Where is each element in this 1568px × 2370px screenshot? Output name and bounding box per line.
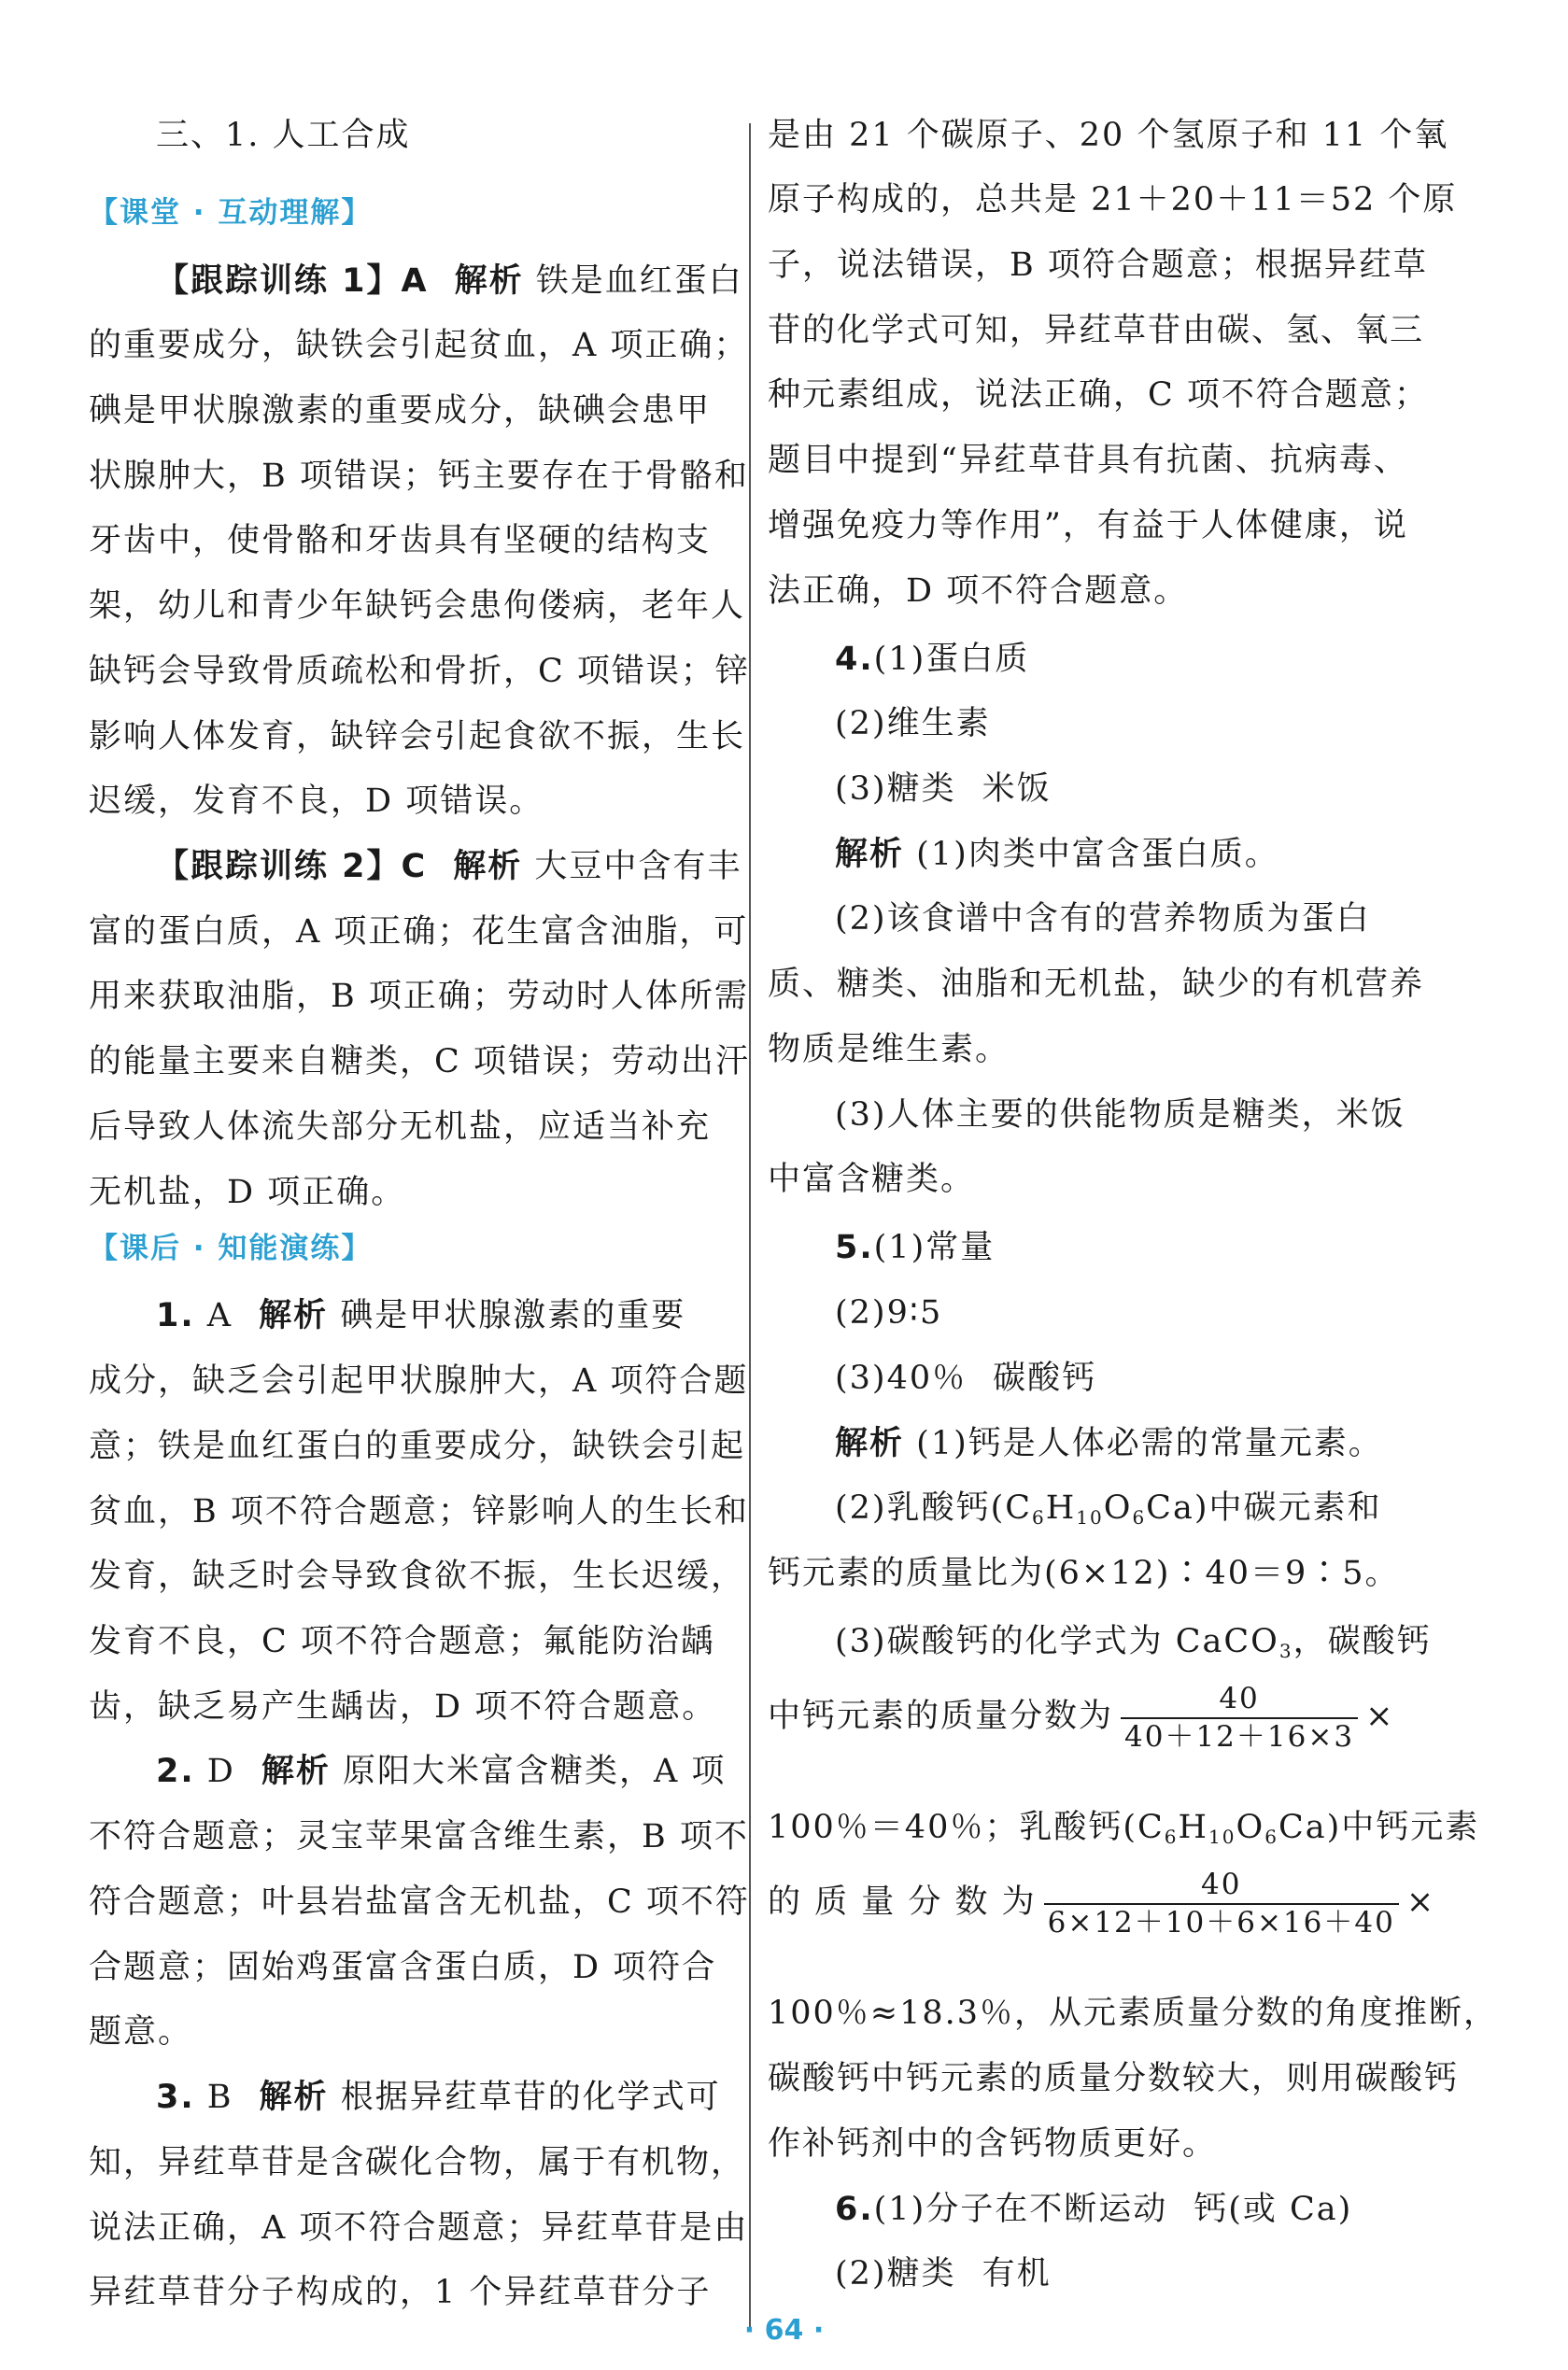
text-line: 1. A 解析 碘是甲状腺激素的重要	[156, 1297, 686, 1334]
text-line: 缺钙会导致骨质疏松和骨折，C 项错误；锌	[89, 653, 750, 690]
text-line: 质、糖类、油脂和无机盐，缺少的有机营养	[768, 966, 1425, 1003]
text-line: 后导致人体流失部分无机盐，应适当补充	[89, 1108, 712, 1146]
text-line: 子，说法错误，B 项符合题意；根据异荭草	[768, 247, 1428, 284]
text-line: 法正确，D 项不符合题意。	[768, 572, 1189, 610]
text-line: 无机盐，D 项正确。	[89, 1174, 406, 1211]
text-line: (3)碳酸钙的化学式为 CaCO$_3$，碳酸钙	[835, 1623, 1432, 1662]
text-line: 增强免疫力等作用”，有益于人体健康，说	[768, 507, 1408, 544]
fraction: $\frac{40}{40+12+16\times 3}$	[1121, 1683, 1358, 1752]
analysis-label: 解析	[259, 1297, 329, 1334]
text-line: 物质是维生素。	[768, 1031, 1010, 1068]
text-line: 影响人体发育，缺锌会引起食欲不振，生长	[89, 718, 746, 755]
text-line: 【跟踪训练 2】C 解析 大豆中含有丰	[156, 848, 742, 885]
analysis-label: 解析	[454, 262, 524, 300]
text-line: 2. D 解析 原阳大米富含糖类，A 项	[156, 1753, 727, 1790]
text-line: 是由 21 个碳原子、20 个氢原子和 11 个氧	[768, 117, 1449, 154]
column-divider	[749, 123, 751, 2327]
text-line: 合题意；固始鸡蛋富含蛋白质，D 项符合	[89, 1949, 717, 1986]
text-line: 富的蛋白质，A 项正确；花生富含油脂，可	[89, 913, 749, 951]
text-line: 题目中提到“异荭草苷具有抗菌、抗病毒、	[768, 442, 1408, 479]
text-line: 作补钙剂中的含钙物质更好。	[768, 2125, 1218, 2163]
analysis-label: 解析	[259, 2079, 329, 2116]
text-line: (2)糖类 有机	[835, 2255, 1052, 2292]
section-label-classroom: 【课堂 · 互动理解】	[89, 196, 373, 230]
text-line: 苷的化学式可知，异荭草苷由碳、氢、氧三	[768, 312, 1425, 349]
analysis-label: 解析	[261, 1753, 331, 1790]
text-line: (3)糖类 米饭	[835, 770, 1052, 808]
text-line: 解析 (1)肉类中富含蛋白质。	[835, 836, 1279, 873]
text-line: 齿，缺乏易产生龋齿，D 项不符合题意。	[89, 1688, 717, 1726]
text-line: 说法正确，A 项不符合题意；异荭草苷是由	[89, 2209, 749, 2247]
text-line: 迟缓，发育不良，D 项错误。	[89, 783, 544, 820]
analysis-label: 解析	[835, 836, 905, 873]
text-line: (2)乳酸钙$(C_6H_{10}O_6Ca)$中碳元素和	[835, 1489, 1382, 1529]
text-line: 状腺肿大，B 项错误；钙主要存在于骨骼和	[89, 458, 749, 495]
text-line: 发育，缺乏时会导致食欲不振，生长迟缓，	[89, 1558, 746, 1595]
analysis-label: 解析	[835, 1425, 905, 1462]
text-line: 用来获取油脂，B 项正确；劳动时人体所需	[89, 978, 749, 1015]
page-number: · 64 ·	[743, 2314, 825, 2347]
text-line: 不符合题意；灵宝苹果富含维生素，B 项不	[89, 1818, 749, 1855]
analysis-label: 解析	[453, 848, 523, 885]
formula-line: 的 质 量 分 数 为 $\frac{40}{6\times 12+10+6\times 16+40}$ ×	[768, 1868, 1436, 1940]
text-line: 5.(1)常量	[835, 1229, 996, 1266]
fraction: $\frac{40}{6\times 12+10+6\times 16+40}$	[1044, 1869, 1399, 1938]
text-line: 100％＝40％；乳酸钙$(C_6H_{10}O_6Ca)$中钙元素	[768, 1809, 1480, 1848]
text-line: 的能量主要来自糖类，C 项错误；劳动出汗	[89, 1043, 750, 1080]
text-line: (3)40％ 碳酸钙	[835, 1360, 1097, 1397]
text-line: 中富含糖类。	[768, 1161, 976, 1198]
section-label-after-class: 【课后 · 知能演练】	[89, 1232, 373, 1265]
text-line: 架，幼儿和青少年缺钙会患佝偻病，老年人	[89, 587, 746, 625]
text-line: 解析 (1)钙是人体必需的常量元素。	[835, 1425, 1383, 1462]
text-line: 【跟踪训练 1】A 解析 铁是血红蛋白	[156, 262, 743, 300]
text-line: (3)人体主要的供能物质是糖类，米饭	[835, 1096, 1406, 1134]
text-line: 4.(1)蛋白质	[835, 641, 1030, 678]
text-line: (2)9∶5	[835, 1294, 943, 1332]
text-line: (2)维生素	[835, 705, 991, 742]
text-line: 的重要成分，缺铁会引起贫血，A 项正确；	[89, 327, 749, 364]
text-line: 种元素组成，说法正确，C 项不符合题意；	[768, 376, 1429, 414]
text-line: 6.(1)分子在不断运动 钙(或 Ca)	[835, 2191, 1353, 2228]
text-line: 100％≈18.3％，从元素质量分数的角度推断，	[768, 1995, 1499, 2032]
text-line: 碳酸钙中钙元素的质量分数较大，则用碳酸钙	[768, 2060, 1460, 2097]
text-line: 异荭草苷分子构成的，1 个异荭草苷分子	[89, 2274, 712, 2311]
text-line: 题意。	[89, 2013, 193, 2051]
text-line: 3. B 解析 根据异荭草苷的化学式可	[156, 2079, 721, 2116]
text-line: 钙元素的质量比为(6×12)∶40＝9∶5。	[768, 1555, 1400, 1592]
text-line: 成分，缺乏会引起甲状腺肿大，A 项符合题	[89, 1362, 749, 1400]
text-line: 知，异荭草苷是含碳化合物，属于有机物，	[89, 2144, 746, 2181]
text-line: 原子构成的，总共是 21＋20＋11＝52 个原	[768, 181, 1458, 219]
text-line: 碘是甲状腺激素的重要成分，缺碘会患甲	[89, 392, 712, 430]
text-line: 牙齿中，使骨骼和牙齿具有坚硬的结构支	[89, 522, 712, 559]
section-heading-3: 三、1. 人工合成	[156, 117, 411, 154]
text-line: (2)该食谱中含有的营养物质为蛋白	[835, 900, 1371, 938]
text-line: 意；铁是血红蛋白的重要成分，缺铁会引起	[89, 1428, 746, 1465]
text-line: 符合题意；叶县岩盐富含无机盐，C 项不符	[89, 1883, 750, 1921]
text-line: 发育不良，C 项不符合题意；氟能防治龋	[89, 1623, 715, 1660]
text-line: 贫血，B 项不符合题意；锌影响人的生长和	[89, 1493, 749, 1531]
formula-line: 中钙元素的质量分数为 $\frac{40}{40+12+16\times 3}$ ×	[768, 1682, 1395, 1754]
